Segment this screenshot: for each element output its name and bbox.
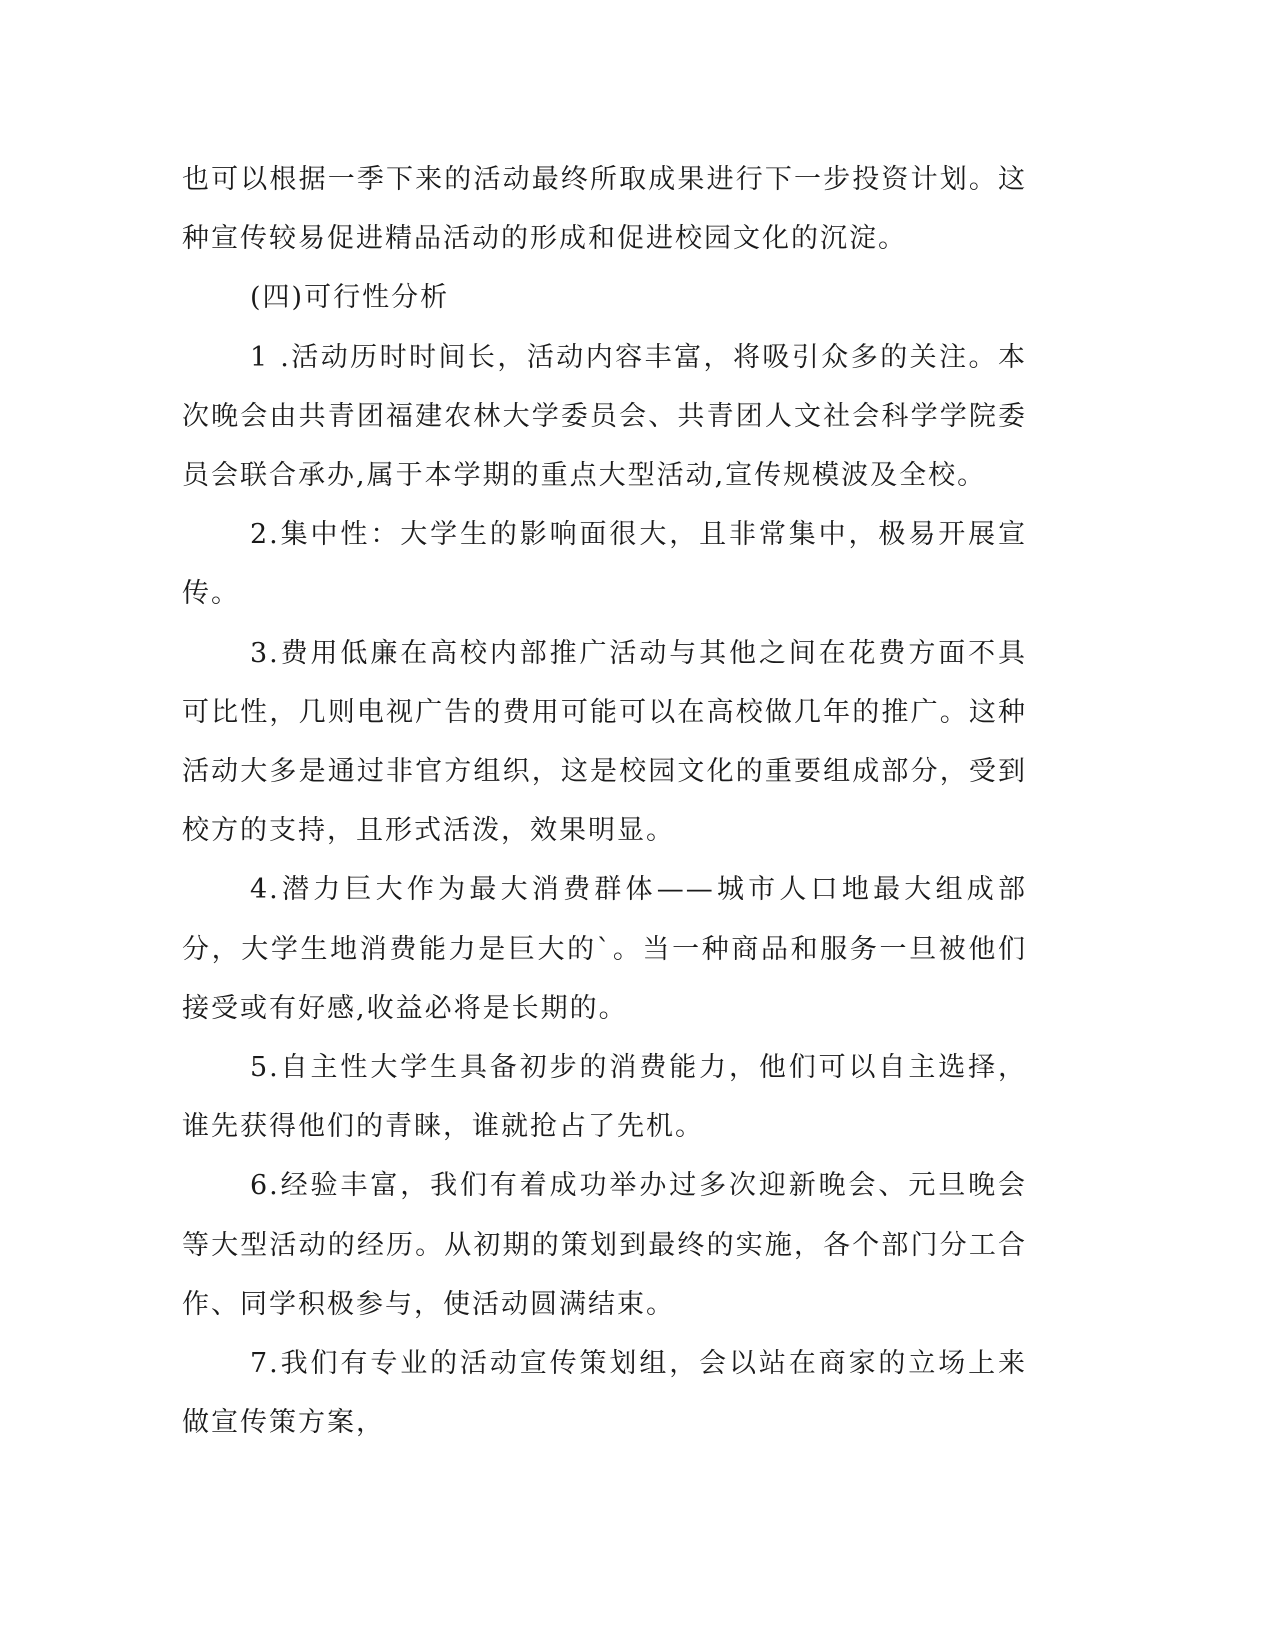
document-page: [182, 150, 1027, 1452]
paragraph-item-7: 7.我们有专业的活动宣传策划组，会以站在商家的立场上来做宣传策方案，: [182, 1348, 1027, 1439]
paragraph-item-3: 3.费用低廉在高校内部推广活动与其他之间在花费方面不具可比性，几则电视广告的费用可能可以在高校做几年的推广。这种活动大多是通过非官方组织，这是校园文化的重要组成部分，受到校方的支持，且形式活泼，效果明显。: [182, 637, 1027, 847]
paragraph-item-4: 4.潜力巨大作为最大消费群体——城市人口地最大组成部分，大学生地消费能力是巨大的`。当一种商品和服务一旦被他们接受或有好感,收益必将是长期的。: [182, 874, 1027, 1024]
section-heading-feasibility: (四)可行性分析: [250, 282, 450, 314]
paragraph-item-1: 1 .活动历时时间长，活动内容丰富，将吸引众多的关注。本次晚会由共青团福建农林大学委员会、共青团人文社会科学学院委员会联合承办,属于本学期的重点大型活动,宣传规模波及全校。: [182, 341, 1027, 492]
paragraph-continuation: 也可以根据一季下来的活动最终所取成果进行下一步投资计划。这种宣传较易促进精品活动的形成和促进校园文化的沉淀。: [182, 164, 1027, 255]
paragraph-item-6: 6.经验丰富，我们有着成功举办过多次迎新晚会、元旦晚会等大型活动的经历。从初期的策划到最终的实施，各个部门分工合作、同学积极参与，使活动圆满结束。: [182, 1170, 1027, 1320]
paragraph-item-5: 5.自主性大学生具备初步的消费能力，他们可以自主选择，谁先获得他们的青睐，谁就抢占了先机。: [182, 1052, 1027, 1143]
paragraph-item-2: 2.集中性：大学生的影响面很大，且非常集中，极易开展宣传。: [182, 519, 1027, 610]
